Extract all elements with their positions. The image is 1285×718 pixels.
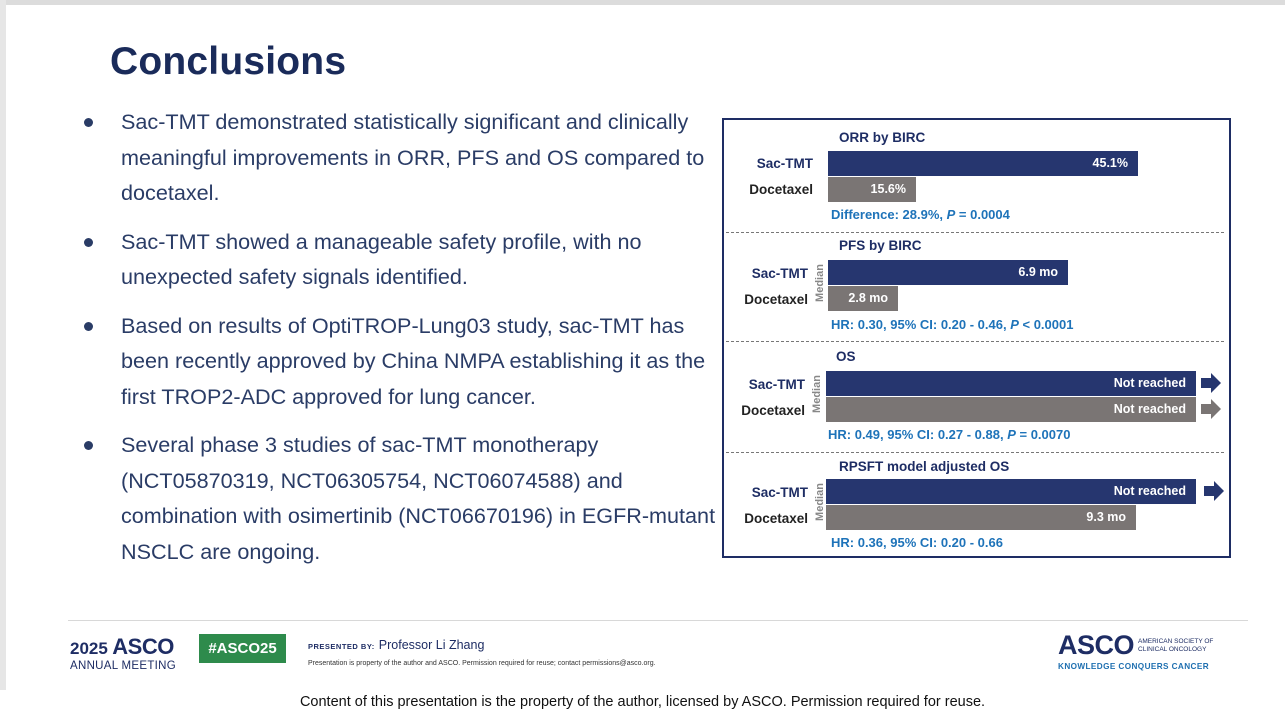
row-label-docetaxel: Docetaxel bbox=[741, 403, 805, 418]
bar-value: 2.8 mo bbox=[848, 291, 888, 305]
section-pfs bbox=[724, 232, 1228, 341]
bullet-item bbox=[84, 104, 724, 211]
presented-by bbox=[308, 636, 656, 667]
bullet-item bbox=[84, 224, 724, 295]
row-label-sac-tmt: Sac-TMT bbox=[756, 156, 813, 171]
arrow-right-icon bbox=[1201, 399, 1221, 419]
bar-value: 15.6% bbox=[870, 182, 906, 196]
presented-by-label: PRESENTED BY: bbox=[308, 642, 375, 651]
row-label-sac-tmt: Sac-TMT bbox=[751, 485, 808, 500]
section-title: RPSFT model adjusted OS bbox=[839, 459, 1010, 474]
results-panel bbox=[722, 118, 1231, 558]
bar-sac-tmt bbox=[826, 371, 1196, 396]
bullet-text: Sac-TMT showed a manageable safety profile, with no unexpected safety signals identified. bbox=[121, 228, 642, 289]
bullet-text: Sac-TMT demonstrated statistically significant and clinically meaningful improvements in ORR, PFS and OS compared to docetaxel. bbox=[121, 109, 705, 205]
bar-sac-tmt bbox=[826, 479, 1196, 504]
bar-docetaxel bbox=[826, 505, 1136, 530]
median-axis-label: Median bbox=[810, 375, 823, 413]
section-stat: HR: 0.36, 95% CI: 0.20 - 0.66 bbox=[831, 535, 1003, 550]
slide-title: Conclusions bbox=[110, 40, 347, 83]
footer-divider bbox=[68, 620, 1248, 621]
property-note: Presentation is property of the author and ASCO. Permission required for reuse; contact permissions@asco.org. bbox=[308, 660, 656, 667]
bar-value: Not reached bbox=[1113, 376, 1186, 390]
section-rpsft-os bbox=[724, 452, 1228, 556]
median-axis-label: Median bbox=[813, 483, 826, 521]
bar-docetaxel bbox=[828, 177, 916, 202]
asco-society-logo bbox=[1058, 630, 1223, 671]
section-orr bbox=[724, 120, 1228, 232]
section-stat: Difference: 28.9%, P = 0.0004 bbox=[831, 207, 1010, 222]
section-title: ORR by BIRC bbox=[839, 130, 926, 145]
arrow-right-icon bbox=[1201, 373, 1221, 393]
bullet-dot-icon bbox=[84, 441, 93, 450]
bar-sac-tmt bbox=[828, 260, 1068, 285]
logo-annual-meeting: ANNUAL MEETING bbox=[70, 660, 177, 672]
bar-value: Not reached bbox=[1113, 484, 1186, 498]
bar-sac-tmt bbox=[828, 151, 1138, 176]
asco-meeting-logo bbox=[70, 634, 176, 672]
logo-asco: ASCO bbox=[1058, 630, 1135, 660]
logo-tagline: KNOWLEDGE CONQUERS CANCER bbox=[1058, 662, 1210, 671]
bullet-text: Based on results of OptiTROP-Lung03 study, sac-TMT has been recently approved by China NMPA establishing it as the first TROP2-ADC approved for lung cancer. bbox=[121, 312, 706, 409]
bullet-dot-icon bbox=[84, 238, 93, 247]
row-label-sac-tmt: Sac-TMT bbox=[751, 266, 808, 281]
viewer-left-edge bbox=[0, 0, 6, 690]
row-label-sac-tmt: Sac-TMT bbox=[748, 377, 805, 392]
row-label-docetaxel: Docetaxel bbox=[744, 511, 808, 526]
median-axis-label: Median bbox=[813, 264, 826, 302]
copyright-caption: Content of this presentation is the property of the author, licensed by ASCO. Permission required for reuse. bbox=[299, 694, 986, 710]
section-os bbox=[724, 341, 1228, 452]
bar-value: 6.9 mo bbox=[1018, 265, 1058, 279]
society-line2: CLINICAL ONCOLOGY bbox=[1138, 645, 1207, 653]
logo-society bbox=[1138, 638, 1213, 654]
bar-docetaxel bbox=[828, 286, 898, 311]
logo-asco: ASCO bbox=[112, 634, 174, 659]
bullet-dot-icon bbox=[84, 322, 93, 331]
section-title: PFS by BIRC bbox=[839, 238, 922, 253]
presenter-name: Professor Li Zhang bbox=[378, 638, 485, 652]
bar-docetaxel bbox=[826, 397, 1196, 422]
section-stat: HR: 0.30, 95% CI: 0.20 - 0.46, P < 0.0001 bbox=[831, 317, 1074, 332]
hashtag-badge: #ASCO25 bbox=[199, 634, 286, 663]
section-title: OS bbox=[836, 349, 856, 364]
society-line1: AMERICAN SOCIETY OF bbox=[1138, 637, 1214, 645]
viewer-top-bar bbox=[0, 0, 1285, 5]
bar-value: Not reached bbox=[1113, 402, 1186, 416]
bullet-item bbox=[84, 427, 724, 569]
arrow-right-icon bbox=[1204, 481, 1224, 501]
section-stat: HR: 0.49, 95% CI: 0.27 - 0.88, P = 0.0070 bbox=[828, 427, 1071, 442]
row-label-docetaxel: Docetaxel bbox=[749, 182, 813, 197]
bullet-text: Several phase 3 studies of sac-TMT monotherapy (NCT05870319, NCT06305754, NCT06074588) and combination with osimertinib (NCT06670196) in EGFR-mutant NSCLC are ongoing. bbox=[121, 432, 716, 564]
bullet-list bbox=[84, 104, 724, 582]
bar-value: 9.3 mo bbox=[1086, 510, 1126, 524]
slide bbox=[44, 6, 1275, 678]
bullet-dot-icon bbox=[84, 118, 93, 127]
bar-value: 45.1% bbox=[1092, 156, 1128, 170]
row-label-docetaxel: Docetaxel bbox=[744, 292, 808, 307]
logo-year: 2025 bbox=[70, 639, 108, 658]
bullet-item bbox=[84, 308, 724, 415]
